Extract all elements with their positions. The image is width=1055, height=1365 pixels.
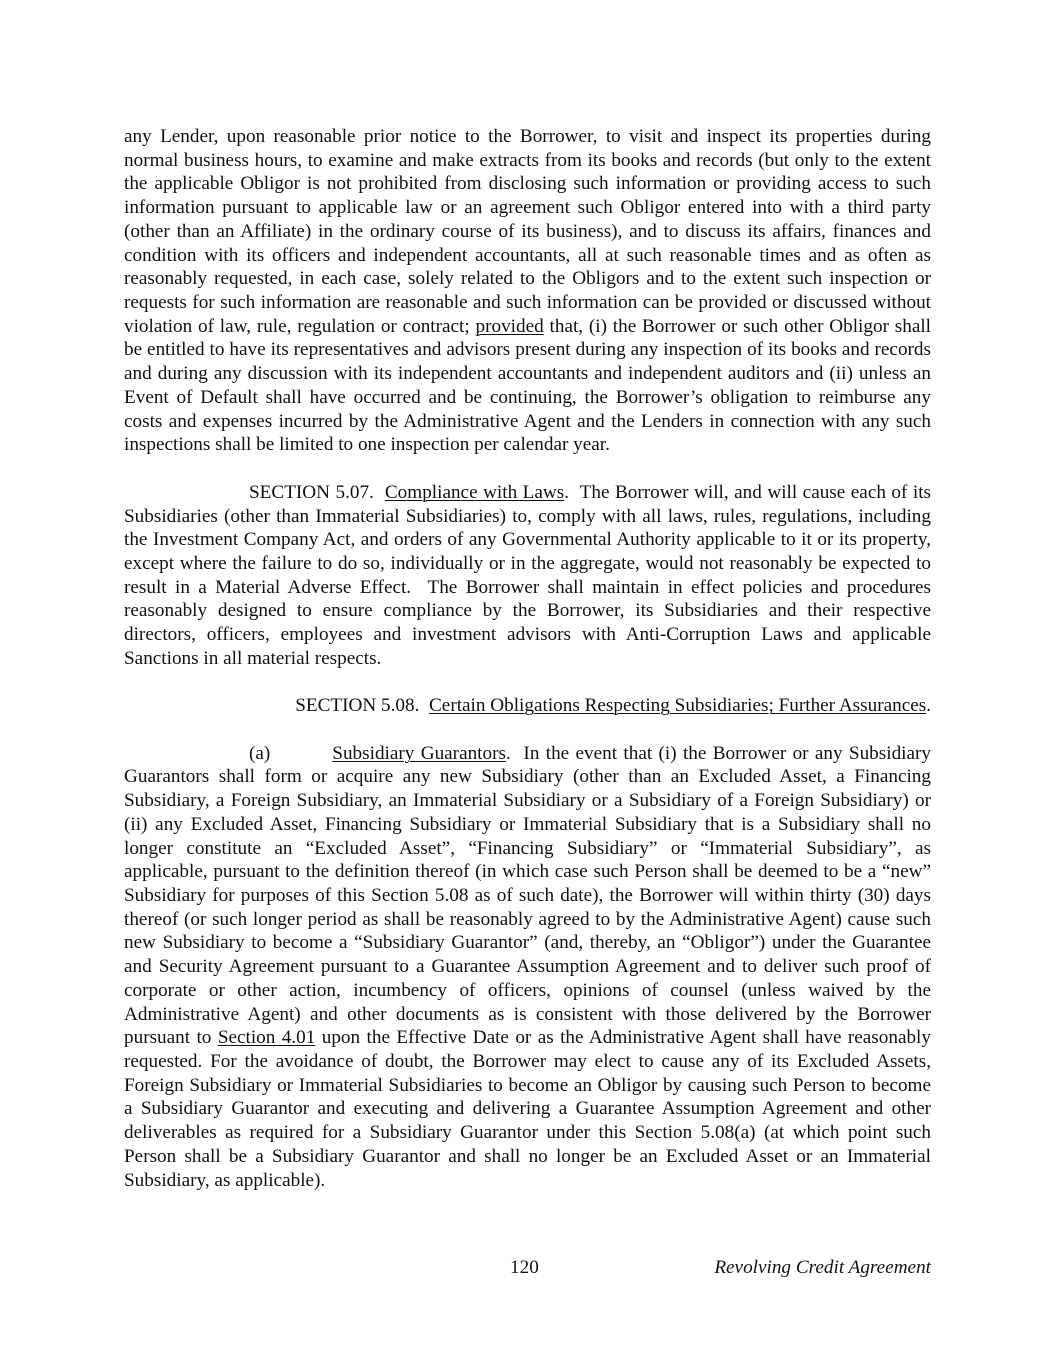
page-number: 120 xyxy=(510,1257,539,1278)
subsection-body-continued: upon the Effective Date or as the Administrative Agent shall have reasonably requested. For the avoidance of doubt, the Borrower may elect to cause any of its Excluded Assets, Foreign Subsidiary or Immaterial Subsidiaries to become an Obligor by causing such Person to become a Subsidiary Guarantor and executing and delivering a Guarantee Assumption Agreement and other deliverables as required for a Subsidiary Guarantor under this Section 5.08(a) (at which point such Person shall be a Subsidiary Guarantor and shall no longer be an Excluded Asset or an Immaterial Subsidiary, as applicable). xyxy=(124,1027,931,1191)
section-title: Compliance with Laws xyxy=(384,481,565,503)
section-5-07 xyxy=(124,481,936,671)
subsection-title-punct: . xyxy=(505,742,511,764)
paragraph-spacer xyxy=(124,718,931,742)
subsection-body: In the event that (i) the Borrower or any Subsidiary Guarantors shall form or acquire any new Subsidiary (other than an Excluded Asset, a Financing Subsidiary, a Foreign Subsidiary, an Immaterial Subsidiary or a Subsidiary of a Foreign Subsidiary) or (ii) any Excluded Asset, Financing Subsidiary or Immaterial Subsidiary that is a Subsidiary shall no longer constitute an “Excluded Asset”, “Financing Subsidiary” or “Immaterial Subsidiary”, as applicable, pursuant to the definition thereof (in which case such Person shall be deemed to be a “new” Subsidiary for purposes of this Section 5.08 as of such date), the Borrower will within thirty (30) days thereof (or such longer period as shall be reasonably agreed to by the Administrative Agent) cause such new Subsidiary to become a “Subsidiary Guarantor” (and, thereby, an “Obligor”) under the Guarantee and Security Agreement pursuant to a Guarantee Assumption Agreement and to deliver such proof of corporate or other action, incumbency of officers, opinions of counsel (unless waived by the Administrative Agent) and other documents as is consistent with those delivered by the Borrower pursuant to xyxy=(124,742,936,1049)
section-title-punct: . xyxy=(926,695,931,717)
section-title-punct: . xyxy=(564,481,570,503)
paragraph-text-continued: that, (i) the Borrower or such other Obligor shall be entitled to have its representatives and advisors present during any inspection of its books and records and during any discussion with its independent accountants and independent auditors and (ii) unless an Event of Default shall have occurred and be continuing, the Borrower’s obligation to reimburse any costs and expenses incurred by the Administrative Agent and the Lenders in connection with any such inspections shall be limited to one inspection per calendar year. xyxy=(124,315,931,456)
section-body: The Borrower will, and will cause each of its Subsidiaries (other than Immaterial Subsidiaries) to, comply with all laws, rules, regulations, including the Investment Company Act, and orders of any Governmental Authority applicable to it or its property, except where the failure to do so, individually or in the aggregate, would not reasonably be expected to result in a Material Adverse Effect. The Borrower shall maintain in effect policies and procedures reasonably designed to ensure compliance by the Borrower, its Subsidiaries and their respective directors, officers, employees and investment advisors with Anti-Corruption Laws and applicable Sanctions in all material respects. xyxy=(124,481,936,669)
subsection-label: (a) xyxy=(249,742,271,764)
page-footer xyxy=(124,1256,931,1280)
section-title: Certain Obligations Respecting Subsidiaries; Further Assurances xyxy=(429,695,927,717)
section-number: SECTION 5.07. xyxy=(249,481,374,503)
paragraph-spacer xyxy=(124,671,931,695)
section-number: SECTION 5.08. xyxy=(295,695,420,717)
provided-underlined-term: provided xyxy=(475,315,544,337)
section-4-01-reference: Section 4.01 xyxy=(217,1027,316,1049)
paragraph-inspection-rights xyxy=(124,125,931,457)
paragraph-text: any Lender, upon reasonable prior notice to the Borrower, to visit and inspect its properties during normal business hours, to examine and make extracts from its books and records (but only to the extent the applicable Obligor is not prohibited from disclosing such information or providing access to such information pursuant to applicable law or an agreement such Obligor entered into with a third party (other than an Affiliate) in the ordinary course of its business), and to discuss its affairs, finances and condition with its officers and independent accountants, all at such reasonable times and as often as reasonably requested, in each case, solely related to the Obligors and to the extent such inspection or requests for such information are reasonable and such information can be provided or discussed without violation of law, rule, regulation or contract; xyxy=(124,126,931,337)
document-page xyxy=(124,125,936,1192)
paragraph-spacer xyxy=(124,457,931,481)
subsection-title: Subsidiary Guarantors xyxy=(332,742,506,764)
section-5-08-a xyxy=(124,742,936,1193)
document-title: Revolving Credit Agreement xyxy=(714,1257,931,1278)
section-5-08-heading xyxy=(124,694,931,718)
